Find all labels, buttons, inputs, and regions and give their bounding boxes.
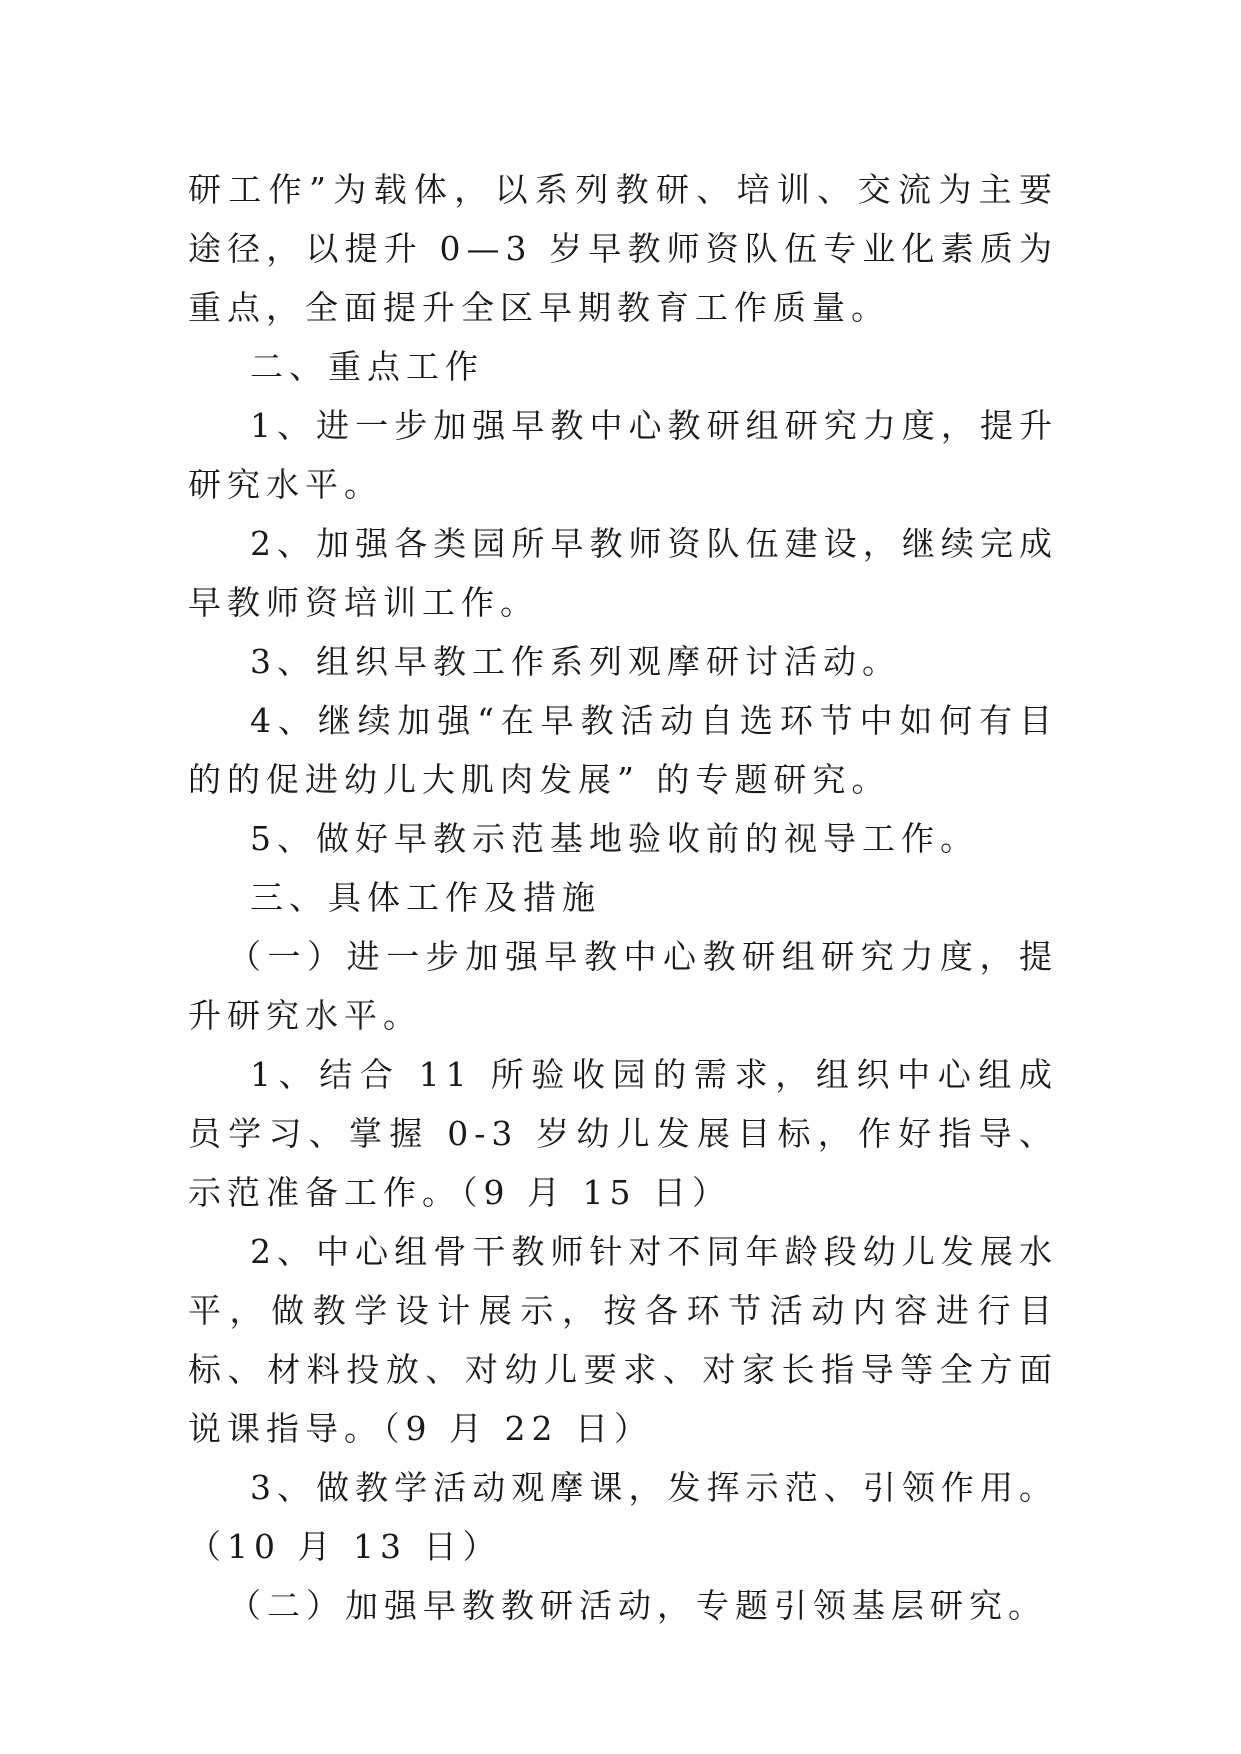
key-work-item-3: 3、组织早教工作系列观摩研讨活动。 xyxy=(250,642,901,681)
key-work-item-4: 4、继续加强“在早教活动自选环节中如何有目的的促进幼儿大肌肉发展” 的专题研究。 xyxy=(188,701,1058,799)
subheading-measure-1: （一）进一步加强早教中心教研组研究力度，提升研究水平。 xyxy=(188,937,1058,1035)
paragraph-intro-continuation: 研工作”为载体，以系列教研、培训、交流为主要途径，以提升 0—3 岁早教师资队伍专业化素质为重点，全面提升全区早期教育工作质量。 xyxy=(188,170,1058,327)
heading-key-work: 二、重点工作 xyxy=(250,347,484,386)
measure-1-item-2: 2、中心组骨干教师针对不同年龄段幼儿发展水平，做教学设计展示，按各环节活动内容进行目标、材料投放、对幼儿要求、对家长指导等全方面说课指导。（9 月 22 日） xyxy=(188,1232,1058,1448)
measure-1-item-1: 1、结合 11 所验收园的需求，组织中心组成员学习、掌握 0-3 岁幼儿发展目标，作好指导、示范准备工作。（9 月 15 日） xyxy=(188,1055,1058,1212)
subheading-measure-2: （二）加强早教教研活动，专题引领基层研究。 xyxy=(228,1586,1047,1625)
heading-specific-measures: 三、具体工作及措施 xyxy=(250,878,601,917)
key-work-item-1: 1、进一步加强早教中心教研组研究力度，提升研究水平。 xyxy=(188,406,1058,504)
key-work-item-5: 5、做好早教示范基地验收前的视导工作。 xyxy=(250,819,979,858)
measure-1-item-3: 3、做教学活动观摩课，发挥示范、引领作用。（10 月 13 日） xyxy=(188,1468,1058,1566)
key-work-item-2: 2、加强各类园所早教师资队伍建设，继续完成早教师资培训工作。 xyxy=(188,524,1058,622)
document-body xyxy=(188,160,1058,1635)
